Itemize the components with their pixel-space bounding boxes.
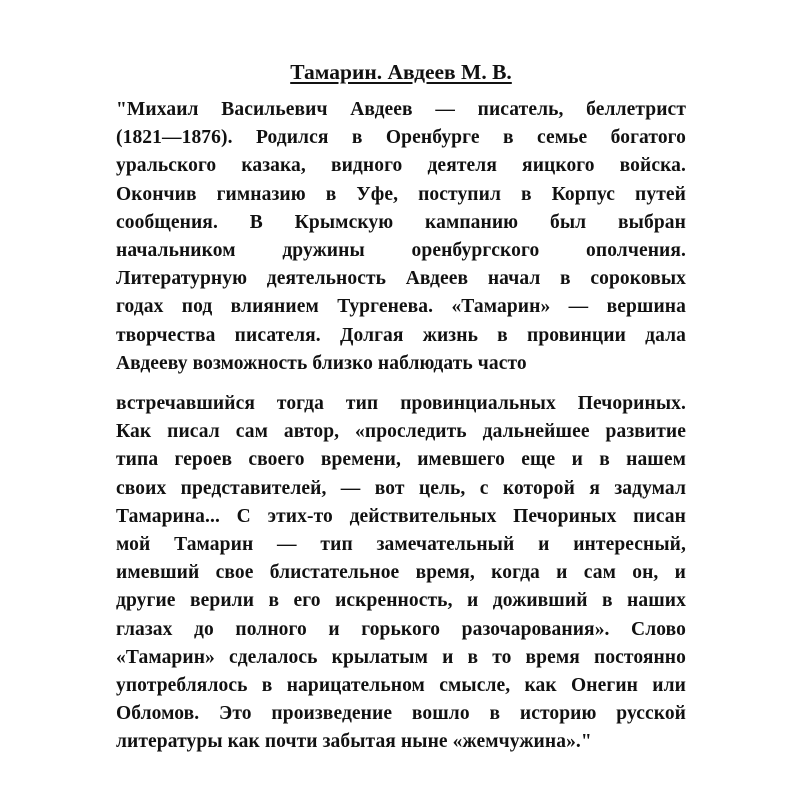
paragraph-2-line: Обломов. Это произведение вошло в историю русской xyxy=(116,703,686,725)
paragraph-1-line: (1821—1876). Родился в Оренбурге в семье богатого xyxy=(116,127,686,149)
paragraph-2-line: другие верили в его искренность, и доживший в наших xyxy=(116,590,686,612)
paragraph-2-line: литературы как почти забытая ныне «жемчужина»." xyxy=(116,731,592,753)
paragraph-1-line: Литературную деятельность Авдеев начал в сороковых xyxy=(116,268,686,290)
paragraph-2-line: мой Тамарин — тип замечательный и интересный, xyxy=(116,534,686,556)
paragraph-1-line: уральского казака, видного деятеля яицкого войска. xyxy=(116,155,686,177)
paragraph-2-line: имевший свое блистательное время, когда и сам он, и xyxy=(116,562,686,584)
paragraph-2-line: Как писал сам автор, «проследить дальнейшее развитие xyxy=(116,421,686,443)
paragraph-2 xyxy=(116,390,686,757)
document-page xyxy=(116,58,686,757)
paragraph-2-line: встречавшийся тогда тип провинциальных Печориных. xyxy=(116,393,686,415)
paragraph-1-line: начальником дружины оренбургского ополчения. xyxy=(116,240,686,262)
paragraph-1-line: творчества писателя. Долгая жизнь в провинции дала xyxy=(116,324,686,346)
paragraph-2-line: «Тамарин» сделалось крылатым и в то время постоянно xyxy=(116,646,686,668)
paragraph-1-line: Авдееву возможность близко наблюдать часто xyxy=(116,352,527,374)
paragraph-2-line: типа героев своего времени, имевшего еще и в нашем xyxy=(116,449,686,471)
paragraph-1-line: годах под влиянием Тургенева. «Тамарин» — вершина xyxy=(116,296,686,318)
paragraph-2-line: глазах до полного и горького разочарования». Слово xyxy=(116,618,686,640)
paragraph-1-line: "Михаил Васильевич Авдеев — писатель, беллетрист xyxy=(116,99,686,120)
paragraph-2-line: своих представителей, — вот цель, с которой я задумал xyxy=(116,477,686,499)
paragraph-2-line: Тамарина... С этих-то действительных Печориных писан xyxy=(116,505,686,527)
paragraph-1 xyxy=(116,96,686,378)
paragraph-2-line: употреблялось в нарицательном смысле, как Онегин или xyxy=(116,675,686,697)
document-title: Тамарин. Авдеев М. В. xyxy=(290,60,512,84)
paragraph-1-line: Окончив гимназию в Уфе, поступил в Корпус путей xyxy=(116,183,686,205)
paragraph-1-line: сообщения. В Крымскую кампанию был выбран xyxy=(116,211,686,233)
